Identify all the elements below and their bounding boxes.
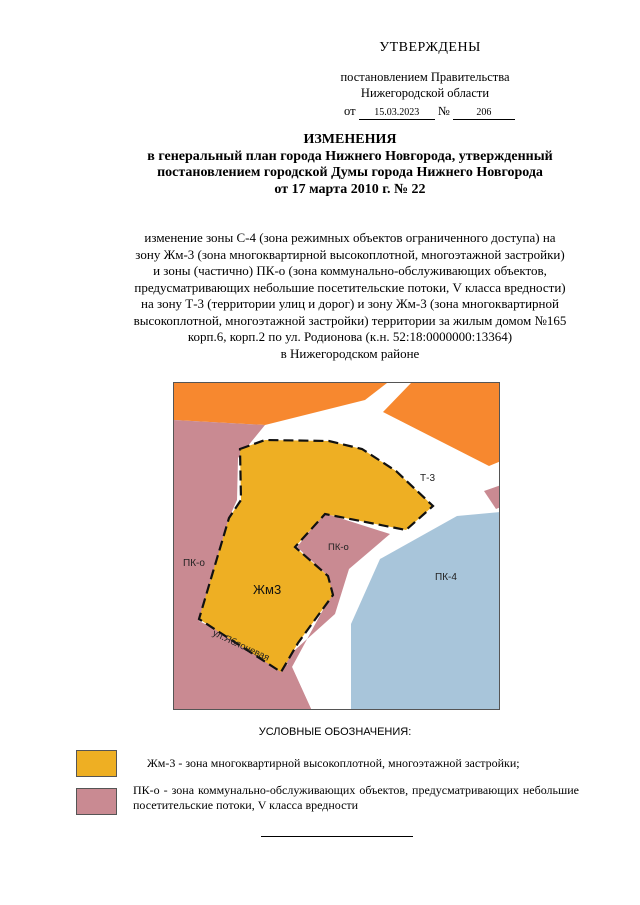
resolution-line-1: постановлением Правительства [340, 70, 510, 84]
legend-title: УСЛОВНЫЕ ОБОЗНАЧЕНИЯ: [258, 726, 412, 738]
bottom-rule [261, 836, 413, 837]
description-line-4: предусматривающих небольшие посетительские потоки, V класса вредности) [134, 279, 566, 295]
description-line-8: в Нижегородском районе [280, 345, 420, 361]
date-number-line [344, 104, 515, 120]
description-line-1: изменение зоны С-4 (зона режимных объектов ограниченного доступа) на [144, 230, 556, 245]
approved-heading: УТВЕРЖДЕНЫ [379, 40, 481, 55]
description-line-7: корп.6, корп.2 по ул. Родионова (к.н. 52:18:0000000:13364) [187, 329, 513, 344]
zoning-map-svg [174, 383, 500, 710]
legend-text-pko: ПК-о - зона коммунально-обслуживающих объектов, предусматривающих небольшие посетительские потоки, V класса вредности [133, 783, 579, 812]
date-field: 15.03.2023 [359, 107, 435, 120]
label-pko-center: ПК-о [328, 542, 349, 553]
label-street: ул.Яблоневая [210, 627, 272, 664]
from-label: от [344, 104, 356, 118]
label-t3: Т-3 [420, 473, 435, 484]
resolution-line-2: Нижегородской области [360, 86, 490, 100]
label-zhm3: Жм3 [253, 582, 282, 597]
legend-swatch-pko [76, 788, 117, 815]
title-line-4: от 17 марта 2010 г. № 22 [274, 181, 426, 197]
description-line-2: зону Жм-3 (зона многоквартирной высокоплотной, многоэтажной застройки) [135, 246, 565, 262]
number-label: № [437, 104, 450, 118]
number-field: 206 [453, 107, 515, 120]
description [70, 230, 630, 362]
document-title [60, 132, 640, 198]
label-pko-left: ПК-о [183, 558, 205, 569]
legend-text-zhm3: Жм-3 - зона многоквартирной высокоплотной, многоэтажной застройки; [147, 756, 520, 770]
title-line-2: в генеральный план города Нижнего Новгорода, утвержденный [147, 148, 553, 164]
zoning-map [173, 382, 500, 710]
description-line-6: высокоплотной, многоэтажной застройки) территории за жилым домом №165 [133, 312, 567, 328]
title-line-1: ИЗМЕНЕНИЯ [303, 132, 397, 147]
resolution-reference [300, 69, 550, 101]
legend-swatch-zhm3 [76, 750, 117, 777]
description-line-5: на зону Т-3 (территории улиц и дорог) и зону Жм-3 (зона многоквартирной [141, 296, 559, 311]
label-pk4: ПК-4 [435, 572, 457, 583]
title-line-3: постановлением городской Думы города Нижнего Новгорода [157, 165, 543, 180]
description-line-3: и зоны (частично) ПК-о (зона коммунально-обслуживающих объектов, [153, 263, 547, 278]
